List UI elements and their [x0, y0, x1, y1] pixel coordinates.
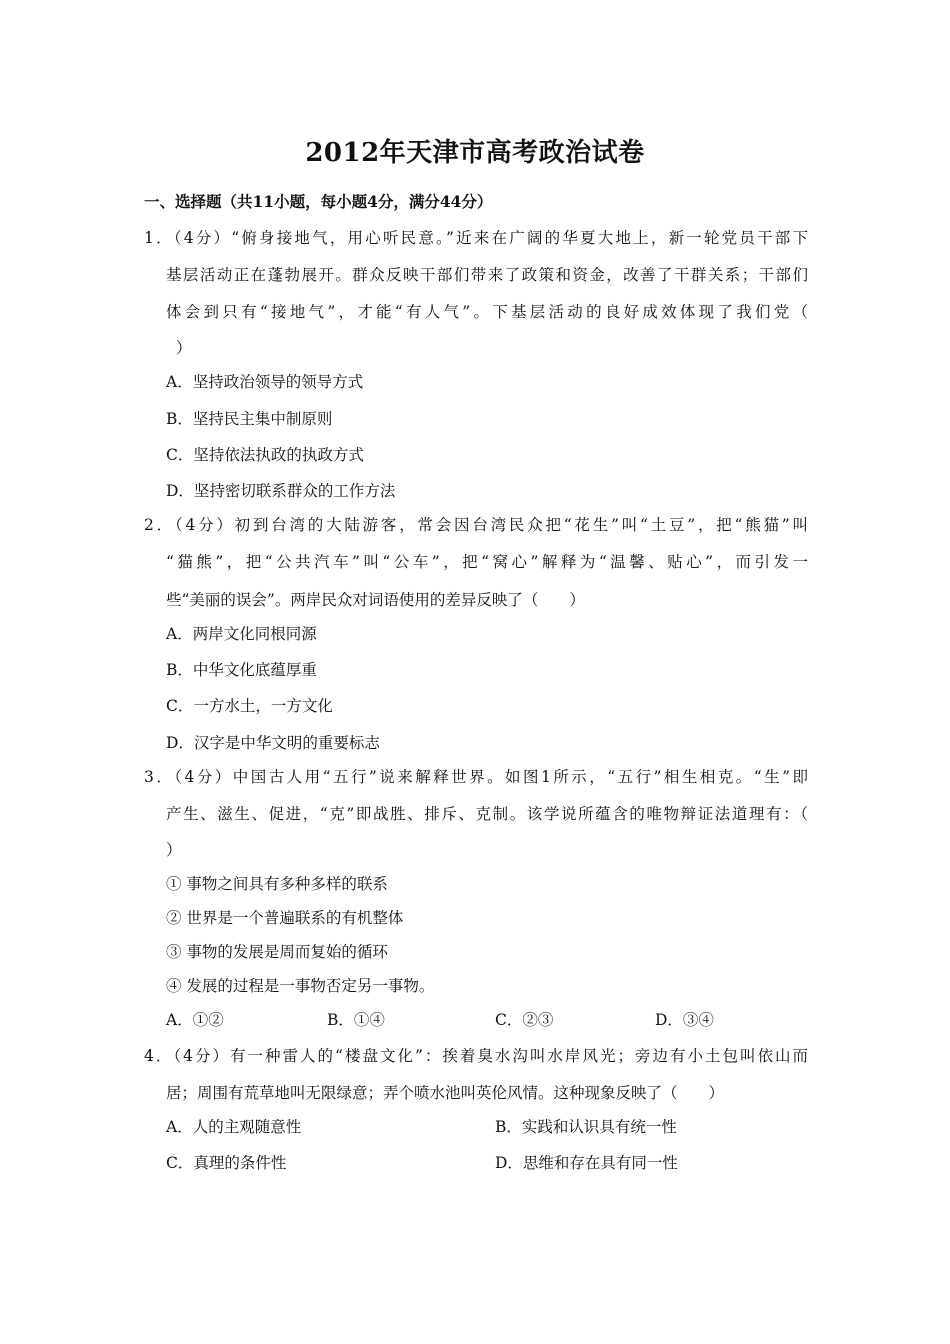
question-2-option-d: D．汉字是中华文明的重要标志: [166, 734, 380, 752]
question-2-line-2: “猫熊”，把“公共汽车”叫“公车”，把“窝心”解释为“温馨、贴心”，而引发一: [166, 553, 808, 571]
question-3-line-2: 产生、滋生、促进，“克”即战胜、排斥、克制。该学说所蕴含的唯物辩证法道理有：（: [166, 805, 808, 823]
question-3-line-3: ）: [166, 841, 182, 859]
question-3-line-1: 3．（4分）中国古人用“五行”说来解释世界。如图1所示，“五行”相生相克。“生”即: [144, 768, 808, 786]
question-4-option-c: C．真理的条件性: [166, 1154, 287, 1172]
question-4-line-1: 4．（4分）有一种雷人的“楼盘文化”：挨着臭水沟叫水岸风光；旁边有小土包叫依山而: [144, 1047, 808, 1065]
question-3-statement-1: ① 事物之间具有多种多样的联系: [166, 875, 388, 893]
question-1-option-a: A．坚持政治领导的领导方式: [166, 373, 364, 391]
question-3-statement-4: ④ 发展的过程是一事物否定另一事物。: [166, 977, 435, 995]
question-3-statement-2: ② 世界是一个普遍联系的有机整体: [166, 909, 404, 927]
question-4-option-d: D．思维和存在具有同一性: [495, 1154, 678, 1172]
question-1-line-4: ）: [176, 339, 192, 357]
question-2-option-b: B．中华文化底蕴厚重: [166, 661, 317, 679]
question-4-line-2: 居；周围有荒草地叫无限绿意；弄个喷水池叫英伦风情。这种现象反映了（ ）: [166, 1084, 725, 1102]
question-2-option-a: A．两岸文化同根同源: [166, 625, 317, 643]
question-1-line-3: 体会到只有“接地气”，才能“有人气”。下基层活动的良好成效体现了我们党（: [166, 303, 808, 321]
question-1-line-2: 基层活动正在蓬勃展开。群众反映干部们带来了政策和资金，改善了干群关系；干部们: [166, 266, 808, 284]
question-2-line-1: 2．（4分）初到台湾的大陆游客，常会因台湾民众把“花生”叫“土豆”，把“熊猫”叫: [144, 516, 808, 534]
question-3-option-c: C．②③: [495, 1011, 554, 1029]
question-3-statement-3: ③ 事物的发展是周而复始的循环: [166, 943, 388, 961]
question-4-option-a: A．人的主观随意性: [166, 1118, 302, 1136]
question-1-line-1: 1．（4分）“俯身接地气，用心听民意。”近来在广阔的华夏大地上，新一轮党员干部下: [144, 229, 808, 247]
question-3-option-a: A．①②: [166, 1011, 224, 1029]
question-3-option-d: D．③④: [655, 1011, 714, 1029]
question-2-option-c: C．一方水土，一方文化: [166, 697, 333, 715]
question-1-option-b: B．坚持民主集中制原则: [166, 410, 333, 428]
section-heading: 一、选择题（共11小题，每小题4分，满分44分）: [144, 192, 493, 211]
question-1-option-d: D．坚持密切联系群众的工作方法: [166, 482, 396, 500]
page-title: 2012年天津市高考政治试卷: [305, 138, 645, 168]
question-2-line-3: 些“美丽的误会”。两岸民众对词语使用的差异反映了（ ）: [166, 591, 585, 609]
question-4-option-b: B．实践和认识具有统一性: [495, 1118, 677, 1136]
question-3-option-b: B．①④: [327, 1011, 385, 1029]
question-1-option-c: C．坚持依法执政的执政方式: [166, 446, 364, 464]
